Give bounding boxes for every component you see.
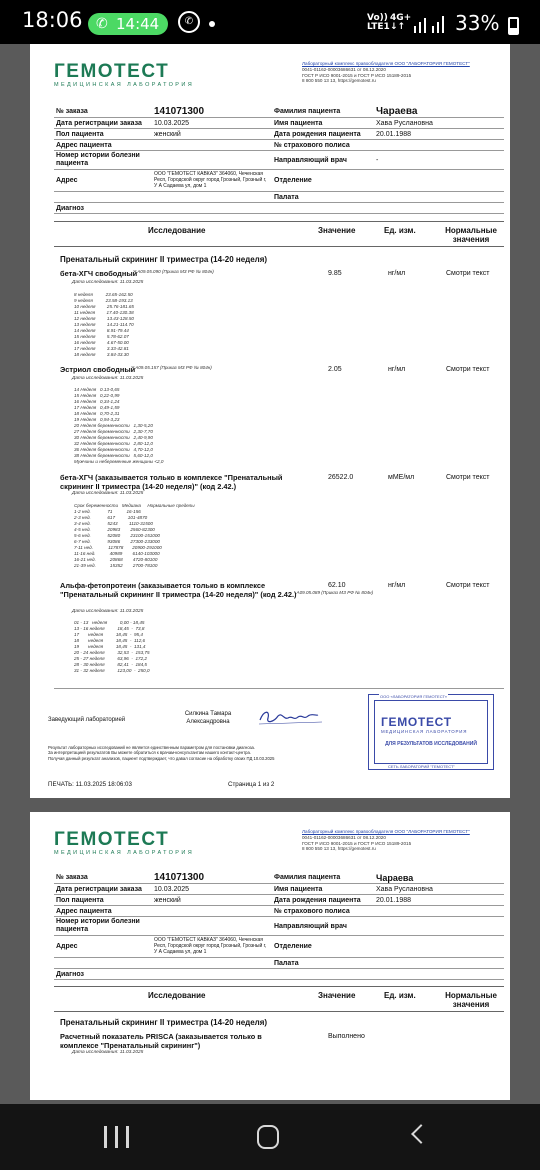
- test-value: Выполнено: [328, 1033, 365, 1040]
- test-unit: нг/мл: [388, 582, 406, 589]
- test-unit: нг/мл: [388, 366, 406, 373]
- print-timestamp: ПЕЧАТЬ: 11.03.2025 18:06:03: [48, 781, 132, 788]
- col-value: Значение: [318, 226, 356, 235]
- patient-info-table: № заказа 141071300 Фамилия пациента Чараева Дата регистрации заказа 10.03.2025 Имя пациента Хава Руслановна Пол пациента женский Дата рождения пациента 20.01.1988 Адрес пациента № страхового полиса Номер истории болезни пациента Направляющий врач Адрес ООО "ГЕМОТЕСТ КАВКАЗ" 364060, Чеченская Респ, Городской округ город Грозный, Грозный г, У А Садаева ул, дом 1 Отделение Палата Диагноз: [54, 872, 504, 980]
- page-number: Страница 1 из 2: [228, 781, 275, 788]
- col-normal: Нормальные значения: [445, 226, 497, 244]
- battery-icon: [508, 17, 519, 35]
- network-type: 4G+ ↓↑: [390, 13, 412, 32]
- test-name: бета-ХГЧ (заказывается только в комплексе "Пренатальный скрининг II триместра (14-20 неделя)" (код 2.42.): [60, 473, 283, 491]
- test-name: Эстриол свободный A09.05.157 (Приказ МЗ РФ № 804н): [60, 365, 212, 374]
- gemotest-logo: ГЕМОТЕСТ МЕДИЦИНСКАЯ ЛАБОРАТОРИЯ: [54, 829, 195, 856]
- volte-indicator: Vo)) LTE1: [367, 13, 390, 32]
- laboratory-stamp: ООО «ЛАБОРАТОРИЯ ГЕМОТЕСТ» ГЕМОТЕСТ МЕДИЦИНСКАЯ ЛАБОРАТОРИЯ ДЛЯ РЕЗУЛЬТАТОВ ИССЛЕДОВАНИЙ СЕТЬ ЛАБОРАТОРИЙ "ГЕМОТЕСТ": [368, 694, 494, 770]
- test-name: Расчетный показатель PRISCA (заказывается только в комплексе "Пренатальный скрининг"): [60, 1032, 262, 1050]
- back-icon[interactable]: [411, 1124, 431, 1144]
- test-name: Альфа-фетопротеин (заказывается только в комплексе "Пренатальный скрининг II триместра (14-20 неделя)" (код 2.42.) A09.05.089 (Приказ МЗ РФ № 804н): [60, 581, 374, 599]
- results-header: Исследование Значение Ед. изм. Нормальные значения: [54, 986, 504, 1012]
- handwritten-signature: [256, 706, 326, 728]
- test-unit: нг/мл: [388, 270, 406, 277]
- gemotest-logo: ГЕМОТЕСТ МЕДИЦИНСКАЯ ЛАБОРАТОРИЯ: [54, 61, 195, 88]
- test-date: Дата исследования: 11.03.2025: [72, 609, 144, 614]
- clock: 18:06: [22, 8, 83, 32]
- document-page-1: [30, 44, 510, 798]
- test-date: Дата исследования: 11.03.2025: [72, 376, 144, 381]
- call-timer: 14:44: [116, 15, 160, 33]
- document-page-2: [30, 812, 510, 1100]
- divider: [54, 688, 504, 689]
- test-value: 9.85: [328, 270, 342, 277]
- test-normal: Смотри текст: [446, 474, 490, 481]
- section-title: Пренатальный скрининг II триместра (14-20 неделя): [60, 1018, 268, 1027]
- home-icon[interactable]: [257, 1125, 279, 1149]
- signature-role: Заведующий лабораторией: [48, 717, 126, 723]
- results-header: [54, 221, 504, 247]
- patient-info-table: № заказа 141071300 Фамилия пациента Чараева Дата регистрации заказа 10.03.2025 Имя пациента Хава Руслановна Пол пациента женский Дата рождения пациента 20.01.1988 Адрес пациента № страхового полиса Номер истории болезни пациента Направляющий врач - Адрес ООО "ГЕМОТЕСТ КАВКАЗ" 364060, Чеченская Респ, Городской округ город Грозный, Грозный г, У А Садаева ул, дом 1 Отделение Палата Диагноз: [54, 106, 504, 214]
- test-normal: Смотри текст: [446, 366, 490, 373]
- reference-ranges: Срок беременности Медиана Нормальные пределы 1-2 нед. 71 16-156 2-3 нед. 617 101-4870 3-4 нед. 5243 1110-31500 4-5 нед. 20983 2560-82300 5-6 нед. 52080 23100-151000 6-7 нед. 93086 27300-233000 7-11 нед. 117878 20900-291000 11-16 нед. 40989 6140-103000 16-21 нед. 20868 4720-80100 21-39 нед. 15352 2700-78100: [74, 503, 195, 568]
- section-title: Пренатальный скрининг II триместра (14-20 неделя): [60, 255, 268, 264]
- recent-apps-icon[interactable]: [104, 1126, 130, 1148]
- phone-icon: ✆: [96, 16, 108, 32]
- test-value: 2.05: [328, 366, 342, 373]
- test-date: Дата исследования: 11.03.2025: [72, 1050, 144, 1055]
- reference-ranges: 8 неделя 23.65-162.50 9 неделя 23.58-193.13 10 неделя 25.76-181.65 11 неделя 17.40-130.38 12 неделя 13.43-128.50 13 неделя 14.21-114.70 14 неделя 8.91-79.44 15 неделя 5.78-62.07 16 неделя 4.67-50.00 17 неделя 3.33-42.81 18 неделя 3.84-33.30: [74, 292, 134, 357]
- test-unit: мМЕ/мл: [388, 474, 415, 481]
- test-date: Дата исследования: 11.03.2025: [72, 491, 144, 496]
- test-normal: Смотри текст: [446, 582, 490, 589]
- signature-person: Силкина Тамара Александровна: [184, 711, 232, 725]
- signal-strength-icon: [412, 15, 446, 33]
- test-value: 62.10: [328, 582, 346, 589]
- notification-dot-icon: [209, 21, 215, 27]
- disclaimer: Результат лабораторных исследований не является единственным параметром для постановки диагноза. За интерпретацией результатов Вы можете обратиться к врачам-консультантам нашего контакт-центра. Получая данный результат анализов, пациент подтверждает, что давал согласие на обработку своих ПД 10.03.2025: [48, 745, 275, 761]
- ongoing-call-chip[interactable]: [88, 13, 168, 35]
- test-value: 26522.0: [328, 474, 354, 481]
- col-unit: Ед. изм.: [384, 226, 416, 235]
- test-name: бета-ХГЧ свободный A09.05.090 (Приказ МЗ РФ № 804н): [60, 269, 214, 278]
- reference-ranges: 01 - 13 неделя 0,00 - 18,45 13 - 16 неделя 18,45 - 73,8 17 неделя 18,45 - 95,4 18 неделя 18,45 - 112,6 19 неделя 18,45 - 131,4 20 - 24 неделя 32,53 - 153,75 25 - 27 неделя 63,96 - 172,2 28 - 30 неделя 82,41 - 184,5 31 - 32 неделя 123,00 - 250,0: [74, 620, 150, 673]
- navigation-bar: [0, 1104, 540, 1170]
- test-normal: Смотри текст: [446, 270, 490, 277]
- license-info: Лабораторный комплекс правообладателя ООО "ЛАБОРАТОРИЯ ГЕМОТЕСТ" 0041-01162-00003686631 от 08.12.2020 ГОСТ Р ИСО 9001-2015 и ГОСТ Р ИСО 15189-2015 8 800 550 13 13, https://gemotest.ru: [302, 829, 470, 852]
- col-test: Исследование: [148, 226, 206, 235]
- test-date: Дата исследования: 11.03.2025: [72, 280, 144, 285]
- reference-ranges: 14 Неделя 0.13-0,65 15 Неделя 0,22-0,99 16 Неделя 0,34-1,24 17 Неделя 0,49-1,59 18 Неделя 0,70-2,31 19 Неделя 0,94-3,23 20 Неделя беременности 1,30-5,20 27 Неделя беременности 2,30-7,70 30 Неделя беременности 2,40-9,90 32 Неделя беременности 2,80-12,0 36 Неделя беременности 4,70-12,0 38 Неделя беременности 5,60-12,0 Мужчины и небеременные женщины <2,0: [74, 387, 164, 464]
- status-bar: [0, 0, 540, 44]
- license-info: Лабораторный комплекс правообладателя ООО "ЛАБОРАТОРИЯ ГЕМОТЕСТ" 0041-01162-00003686631 от 08.12.2020 ГОСТ Р ИСО 9001-2015 и ГОСТ Р ИСО 15189-2015 8 800 550 13 13, https://gemotest.ru: [302, 61, 470, 84]
- battery-percent: 33%: [455, 11, 500, 35]
- whatsapp-icon: ✆: [178, 11, 200, 33]
